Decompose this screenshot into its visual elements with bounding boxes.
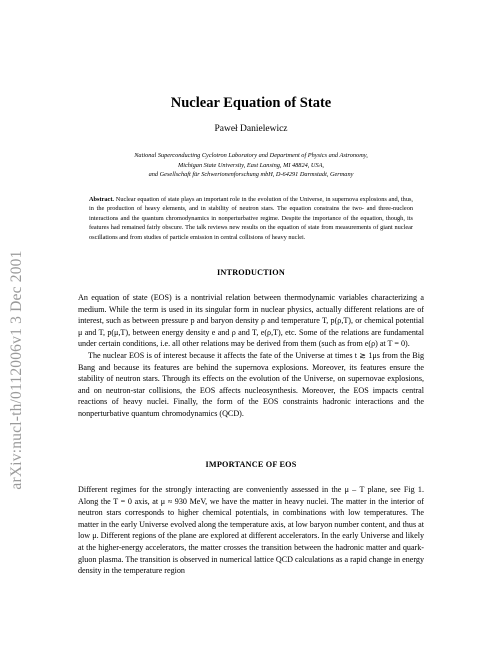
abstract-text: Nuclear equation of state plays an important role in the evolution of the Universe, in supernova explosions and, thus, in the production of heavy elements, and in stability of neutron stars. The equation constrains the two- and three-nucleon interactions and the quantum chromodynamics in nonperturbative regime. Despite the importance of the equation, though, its features had remained fairly obscure. The talk reviews new results on the equation of state from measurements of giant nuclear oscillations and from studies of particle emission in central collisions of heavy nuclei. xyxy=(89,196,414,241)
author-name: Paweł Danielewicz xyxy=(214,124,288,134)
abstract-label: Abstract. xyxy=(89,196,115,203)
abstract xyxy=(89,195,413,242)
importance-paragraph-1: Different regimes for the strongly interacting are conveniently assessed in the μ – T plane, see Fig 1. Along the T = 0 axis, at μ ≈ 930 MeV, we have the matter in heavy nuclei. The matter in the interior of neutron stars corresponds to higher chemical potentials, in combinations with low temperatures. The matter in the early Universe evolved along the temperature axis, at low baryon number content, and thus at low μ. Different regions of the plane are explored at different accelerators. In the early Universe and likely at the higher-energy accelerators, the matter crosses the transition between the hadronic matter and quark-gluon plasma. The transition is observed in numerical lattice QCD calculations as a rapid change in energy density in the temperature region xyxy=(78,485,424,576)
introduction-paragraph-1: An equation of state (EOS) is a nontrivial relation between thermodynamic variables characterizing a medium. While the term is used in its singular form in nuclear physics, actually different relations are of interest, such as between pressure p and baryon density ρ and temperature T, p(ρ,T), or chemical potential μ and T, p(μ,T), between energy density e and ρ and T, e(ρ,T), etc. Some of the relations are fundamental under certain conditions, i.e. all other relations may be derived from them (such as from e(ρ) at T = 0). xyxy=(78,293,424,349)
paper-title: Nuclear Equation of State xyxy=(170,95,332,111)
section-heading-importance: IMPORTANCE OF EOS xyxy=(205,460,297,469)
introduction-paragraph-2: The nuclear EOS is of interest because it affects the fate of the Universe at times t ≳ 1μs from the Big Bang and because its features are behind the supernova explosions. Moreover, its features ensure the stability of neutron stars. Through its effects on the evolution of the Universe, on supernovae explosions, and on neutron-star collisions, the EOS affects nucleosynthesis. Moreover, the EOS impacts central reactions of heavy nuclei. Finally, the form of the EOS constraints hadronic interactions and the nonperturbative quantum chromodynamics (QCD). xyxy=(78,350,424,418)
affiliation-line-3: and Gesellschaft für Schwerionenforschung mbH, D-64291 Darmstadt, Germany xyxy=(148,171,354,178)
affiliation-line-2: Michigan State University, East Lansing, MI 48824, USA, xyxy=(177,161,325,169)
affiliation-line-1: National Superconducting Cyclotron Laboratory and Department of Physics and Astronomy, xyxy=(134,152,368,159)
arxiv-identifier: arXiv:nucl-th/0112006v1 3 Dec 2001 xyxy=(8,250,25,490)
importance-body xyxy=(78,484,424,577)
introduction-body xyxy=(78,292,424,420)
arxiv-stamp xyxy=(6,170,28,570)
affiliation xyxy=(78,151,424,180)
section-heading-introduction: INTRODUCTION xyxy=(217,268,285,277)
